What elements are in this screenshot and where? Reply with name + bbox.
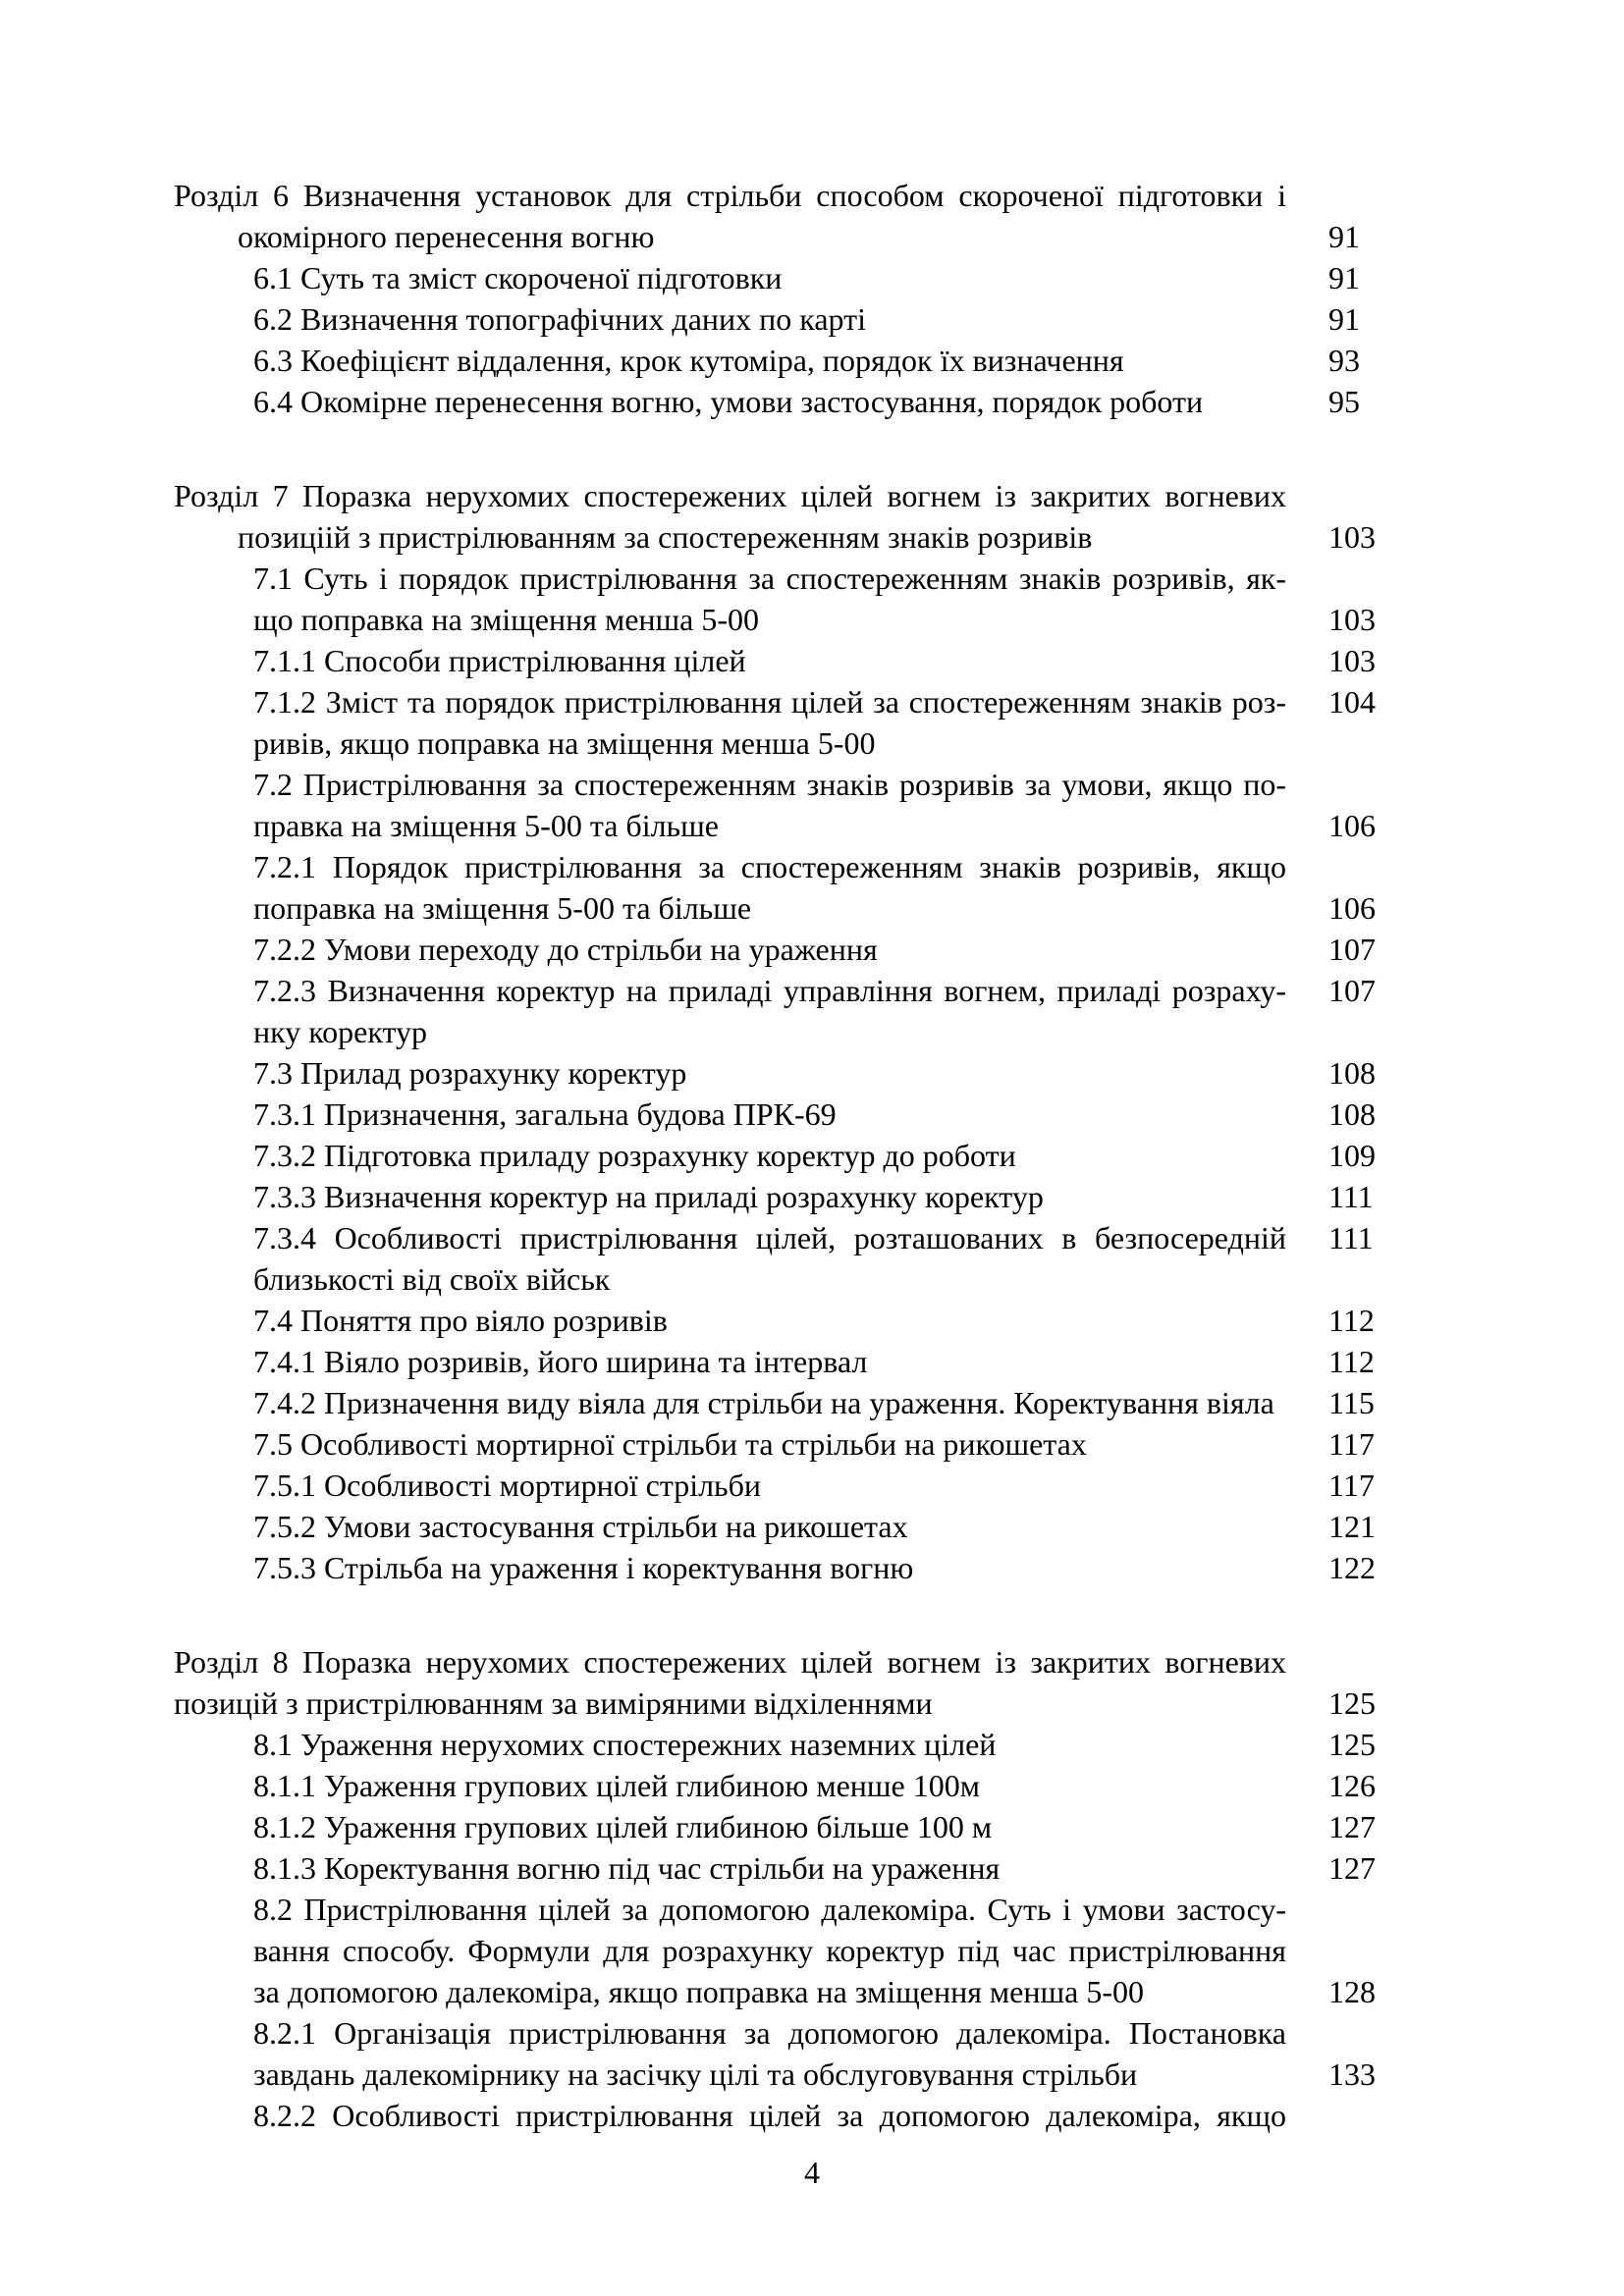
toc-entry — [174, 298, 1428, 340]
toc-entry-line: вання способу. Формули для розрахунку коректур під час пристрілювання — [253, 1933, 1286, 1968]
toc-page-number: 91 — [1328, 219, 1360, 254]
toc-entry-line: 7.4.1 Віяло розривів, його ширина та інтервал — [253, 1344, 868, 1379]
toc-entry-line: 8.2.1 Організація пристрілювання за допомогою далекоміра. Постановка — [253, 2015, 1286, 2051]
toc-entry-text — [174, 1382, 1286, 1423]
toc-entry-text — [174, 1300, 1286, 1341]
toc-page-number: 117 — [1328, 1468, 1375, 1503]
toc-entry-line: 7.4.2 Призначення виду віяла для стрільби на ураження. Коректування віяла — [253, 1385, 1274, 1420]
toc-entry-line: поправка на зміщення 5-00 та більше — [253, 890, 752, 926]
toc-entry — [174, 1506, 1428, 1547]
toc-entry — [174, 1806, 1428, 1847]
toc-page-number: 126 — [1328, 1768, 1376, 1803]
toc-entry-line: 8.1.2 Ураження групових цілей глибиною більше 100 м — [253, 1809, 993, 1844]
toc-entry-line: за допомогою далекоміра, якщо поправка на зміщення менша 5-00 — [253, 1974, 1144, 2009]
toc-entry-line: 7.3.3 Визначення коректур на приладі розрахунку коректур — [253, 1179, 1044, 1214]
toc-entry-line: 8.1.1 Ураження групових цілей глибиною менше 100м — [253, 1768, 980, 1803]
toc-entry — [174, 1765, 1428, 1806]
toc-entry-line: 7.5.1 Особливості мортирної стрільби — [253, 1468, 762, 1503]
toc-entry-line: 7.2 Пристрілювання за спостереженням знаків розривів за умови, якщо по- — [253, 767, 1286, 802]
toc-page-number: 107 — [1328, 932, 1376, 967]
toc-entry-text — [174, 1765, 1286, 1806]
toc-page-number: 103 — [1328, 519, 1376, 555]
toc-entry-text — [174, 475, 1286, 558]
toc-entry-text — [174, 1889, 1286, 2012]
toc-entry-text — [174, 1135, 1286, 1176]
toc-entry-text — [174, 1506, 1286, 1547]
toc-entry-line: 7.3.1 Призначення, загальна будова ПРК-69 — [253, 1096, 837, 1132]
toc-entry-text — [174, 1847, 1286, 1889]
toc-entry — [174, 764, 1428, 846]
toc-entry-text — [174, 257, 1286, 298]
toc-entry-text — [174, 1423, 1286, 1465]
toc-entry — [174, 1423, 1428, 1465]
toc-entry-text — [174, 1176, 1286, 1217]
toc-entry-text — [174, 1341, 1286, 1382]
toc-page-number: 108 — [1328, 1096, 1376, 1132]
toc-entry-text — [174, 1094, 1286, 1135]
toc-entry — [174, 1641, 1428, 1724]
toc-entry — [174, 257, 1428, 298]
toc-entry — [174, 1341, 1428, 1382]
table-of-contents — [174, 175, 1428, 2136]
toc-entry-line: окомірного перенесення вогню — [238, 219, 655, 254]
toc-entry-line: 7.3.4 Особливості пристрілювання цілей, розташованих в безпосередній — [253, 1220, 1286, 1255]
toc-page-number: 91 — [1328, 260, 1360, 295]
toc-entry — [174, 1176, 1428, 1217]
toc-entry — [174, 1724, 1428, 1765]
page-footer-number: 4 — [804, 2155, 820, 2190]
toc-entry-line: 7.1.2 Зміст та порядок пристрілювання цілей за спостереженням знаків роз- — [253, 684, 1286, 720]
toc-page-number: 108 — [1328, 1055, 1376, 1091]
toc-entry-text — [174, 2095, 1286, 2136]
toc-entry — [174, 1382, 1428, 1423]
toc-page-number: 125 — [1328, 1685, 1376, 1721]
toc-entry — [174, 1547, 1428, 1588]
toc-entry — [174, 846, 1428, 929]
toc-entry-line: 7.2.2 Умови переходу до стрільби на ураження — [253, 932, 878, 967]
toc-entry-text — [174, 1641, 1286, 1724]
toc-entry-line: 7.5.3 Стрільба на ураження і коректування вогню — [253, 1550, 914, 1585]
toc-entry-line: 7.4 Поняття про віяло розривів — [253, 1303, 668, 1338]
toc-entry-text — [174, 558, 1286, 640]
toc-entry-text — [174, 1217, 1286, 1300]
toc-entry-line: позицій з пристрілюванням за виміряними відхіленнями — [174, 1685, 933, 1721]
toc-entry-line: 7.3 Прилад розрахунку коректур — [253, 1055, 687, 1091]
toc-page-number: 115 — [1328, 1385, 1375, 1420]
toc-entry-line: 8.2.2 Особливості пристрілювання цілей за допомогою далекоміра, якщо — [253, 2098, 1286, 2133]
toc-entry — [174, 1135, 1428, 1176]
toc-page-number: 109 — [1328, 1138, 1376, 1173]
toc-entry — [174, 1889, 1428, 2012]
toc-entry-line: 7.2.1 Порядок пристрілювання за спостереженням знаків розривів, якщо — [253, 849, 1286, 884]
toc-entry — [174, 929, 1428, 970]
toc-entry-line: 6.2 Визначення топографічних даних по карті — [253, 301, 866, 337]
toc-entry-line: 7.5.2 Умови застосування стрільби на рикошетах — [253, 1509, 908, 1544]
toc-page-number: 107 — [1328, 973, 1376, 1008]
toc-entry-text — [174, 970, 1286, 1052]
toc-entry-text — [174, 298, 1286, 340]
toc-entry-line: нку коректур — [253, 1014, 428, 1049]
toc-page-number: 106 — [1328, 808, 1376, 843]
toc-entry — [174, 475, 1428, 558]
toc-entry-line: 6.1 Суть та зміст скороченої підготовки — [253, 260, 783, 295]
toc-page-number: 111 — [1328, 1220, 1374, 1255]
toc-page-number: 125 — [1328, 1727, 1376, 1762]
toc-page-number: 122 — [1328, 1550, 1376, 1585]
toc-page-number: 128 — [1328, 1974, 1376, 2009]
toc-entry-text — [174, 1547, 1286, 1588]
toc-entry — [174, 2012, 1428, 2095]
toc-entry — [174, 970, 1428, 1052]
toc-entry — [174, 1217, 1428, 1300]
toc-entry-line: 8.2 Пристрілювання цілей за допомогою далекоміра. Суть і умови застосу- — [253, 1892, 1286, 1927]
toc-entry — [174, 558, 1428, 640]
toc-entry-line: 6.4 Окомірне перенесення вогню, умови застосування, порядок роботи — [253, 384, 1204, 419]
toc-entry-line: завдань далекомірнику на засічку цілі та обслуговування стрільби — [253, 2056, 1138, 2092]
toc-entry-text — [174, 681, 1286, 764]
toc-page-number: 106 — [1328, 890, 1376, 926]
toc-page-number: 104 — [1328, 684, 1376, 720]
toc-entry — [174, 2095, 1428, 2136]
toc-entry-line: Розділ 6 Визначення установок для стрільби способом скороченої підготовки і — [174, 178, 1286, 213]
toc-entry-line: 7.1.1 Способи пристрілювання цілей — [253, 643, 746, 678]
toc-entry — [174, 640, 1428, 681]
toc-entry-line: позиціій з пристрілюванням за спостереженням знаків розривів — [238, 519, 1093, 555]
toc-entry-line: 7.3.2 Підготовка приладу розрахунку коректур до роботи — [253, 1138, 1016, 1173]
toc-entry — [174, 1847, 1428, 1889]
toc-entry — [174, 681, 1428, 764]
toc-entry-text — [174, 1806, 1286, 1847]
toc-page-number: 127 — [1328, 1850, 1376, 1886]
toc-entry-line: Розділ 7 Поразка нерухомих спостережених цілей вогнем із закритих вогневих — [174, 478, 1286, 513]
toc-entry-text — [174, 764, 1286, 846]
toc-entry-line: 7.2.3 Визначення коректур на приладі управління вогнем, приладі розраху- — [253, 973, 1286, 1008]
toc-page-number: 93 — [1328, 343, 1360, 378]
toc-section — [174, 475, 1428, 1588]
toc-page-number: 117 — [1328, 1426, 1375, 1462]
toc-page-number: 95 — [1328, 384, 1360, 419]
toc-entry-line: 6.3 Коефіцієнт віддалення, крок кутоміра, порядок їх визначення — [253, 343, 1124, 378]
toc-entry — [174, 175, 1428, 257]
toc-page-number: 112 — [1328, 1344, 1375, 1379]
toc-section — [174, 1641, 1428, 2136]
toc-entry-text — [174, 1465, 1286, 1506]
toc-entry-text — [174, 846, 1286, 929]
toc-entry-line: близькості від своїх військ — [253, 1261, 611, 1297]
toc-entry-text — [174, 2012, 1286, 2095]
toc-page-number: 112 — [1328, 1303, 1375, 1338]
toc-entry — [174, 340, 1428, 381]
toc-page-number: 127 — [1328, 1809, 1376, 1844]
toc-entry-text — [174, 340, 1286, 381]
toc-page-number: 91 — [1328, 301, 1360, 337]
toc-entry-text — [174, 1052, 1286, 1094]
toc-entry-line: 8.1 Ураження нерухомих спостережних наземних цілей — [253, 1727, 997, 1762]
toc-entry — [174, 1465, 1428, 1506]
toc-entry — [174, 1094, 1428, 1135]
toc-entry-line: ривів, якщо поправка на зміщення менша 5-00 — [253, 725, 876, 761]
toc-page-number: 103 — [1328, 643, 1376, 678]
toc-section — [174, 175, 1428, 422]
toc-entry-line: 8.1.3 Коректування вогню під час стрільби на ураження — [253, 1850, 1001, 1886]
toc-entry-text — [174, 175, 1286, 257]
toc-entry-text — [174, 1724, 1286, 1765]
toc-entry — [174, 381, 1428, 422]
toc-page-number: 111 — [1328, 1179, 1374, 1214]
toc-entry-line: що поправка на зміщення менша 5-00 — [253, 602, 760, 637]
toc-entry — [174, 1300, 1428, 1341]
toc-entry-text — [174, 381, 1286, 422]
toc-entry-line: 7.1 Суть і порядок пристрілювання за спостереженням знаків розривів, як- — [253, 561, 1286, 596]
toc-entry-text — [174, 929, 1286, 970]
toc-entry-line: 7.5 Особливості мортирної стрільби та стрільби на рикошетах — [253, 1426, 1087, 1462]
toc-entry — [174, 1052, 1428, 1094]
toc-entry-text — [174, 640, 1286, 681]
toc-entry-line: правка на зміщення 5-00 та більше — [253, 808, 719, 843]
toc-entry-line: Розділ 8 Поразка нерухомих спостережених цілей вогнем із закритих вогневих — [174, 1644, 1286, 1680]
toc-page-number: 103 — [1328, 602, 1376, 637]
toc-page-number: 121 — [1328, 1509, 1376, 1544]
toc-page-number: 133 — [1328, 2056, 1376, 2092]
